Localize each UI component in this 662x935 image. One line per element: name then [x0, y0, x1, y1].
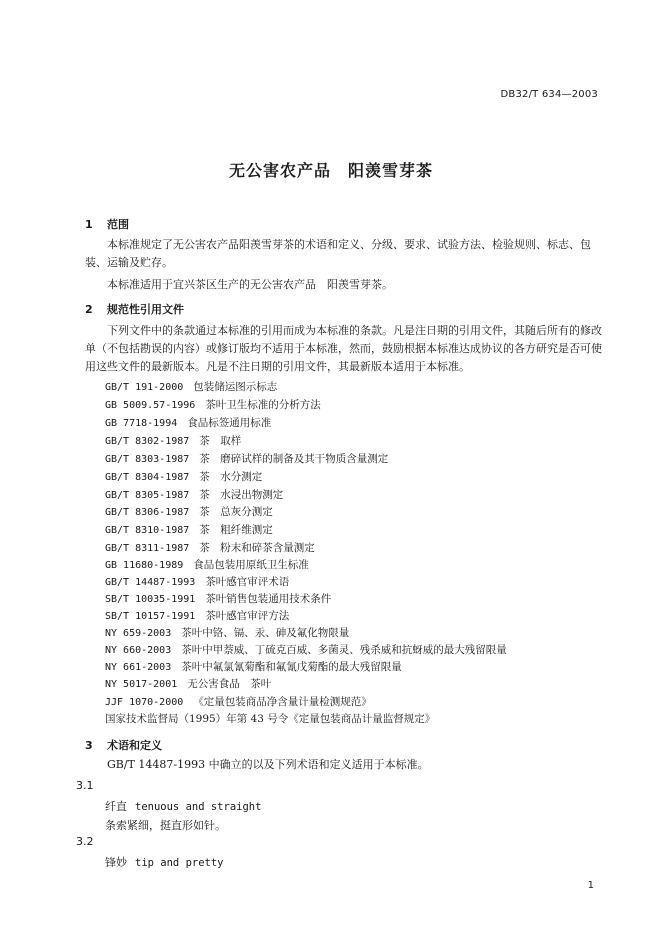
section-number: 1: [85, 218, 93, 231]
section-3-heading: [85, 737, 162, 753]
term-number: 3.1: [76, 779, 94, 792]
term-definition: 条索紧细，挺直形如针。: [105, 819, 226, 832]
reference-item: NY 660-2003 茶叶中甲萘威、丁硫克百威、多菌灵、残杀威和抗蚜威的最大残留限量: [105, 644, 507, 656]
reference-item: GB/T 8303-1987 茶 磨碎试样的制备及其干物质含量测定: [105, 453, 389, 465]
terms-intro: GB/T 14487-1993 中确立的以及下列术语和定义适用于本标准。: [107, 758, 429, 771]
page-number: 1: [587, 880, 594, 891]
standard-number: DB32/T 634—2003: [500, 89, 598, 100]
reference-item: GB/T 8306-1987 茶 总灰分测定: [105, 506, 273, 518]
section-number: 2: [85, 303, 93, 316]
reference-item: NY 661-2003 茶叶中氟氯氰菊酯和氟氰戊菊酯的最大残留限量: [105, 661, 402, 673]
reference-item: GB 11680-1989 食品包装用原纸卫生标准: [105, 559, 309, 571]
section-1-heading: [85, 216, 129, 232]
term-zh: 锋妙: [105, 856, 127, 869]
section-title: 范围: [107, 218, 129, 231]
scope-paragraph-1: 本标准规定了无公害农产品阳羡雪芽茶的术语和定义、分级、要求、试验方法、检验规则、标志、包装、运输及贮存。: [85, 238, 591, 269]
reference-item: GB/T 8310-1987 茶 粗纤维测定: [105, 524, 273, 536]
reference-item: NY 659-2003 茶叶中铬、镉、汞、砷及氟化物限量: [105, 627, 350, 639]
section-number: 3: [85, 739, 93, 752]
term-entry: [105, 798, 261, 814]
reference-item: GB 7718-1994 食品标签通用标准: [105, 417, 272, 429]
scope-paragraph-2: 本标准适用于宜兴茶区生产的无公害农产品 阳羡雪芽茶。: [107, 278, 393, 291]
document-title: 无公害农产品 阳羡雪芽茶: [228, 161, 433, 180]
reference-item: SB/T 10035-1991 茶叶销售包装通用技术条件: [105, 593, 332, 605]
reference-item: GB/T 8304-1987 茶 水分测定: [105, 471, 263, 483]
reference-item: GB 5009.57-1996 茶叶卫生标准的分析方法: [105, 399, 321, 411]
term-number: 3.2: [76, 835, 94, 848]
term-en: tip and pretty: [135, 857, 224, 869]
section-title: 术语和定义: [107, 739, 162, 752]
reference-item: GB/T 8302-1987 茶 取样: [105, 435, 242, 447]
reference-item: GB/T 191-2000 包装储运图示标志: [105, 381, 278, 393]
reference-item: JJF 1070-2000 《定量包装商品净含量计量检测规范》: [105, 696, 372, 708]
section-title: 规范性引用文件: [107, 303, 184, 316]
references-intro: 下列文件中的条款通过本标准的引用而成为本标准的条款。凡是注日期的引用文件，其随后所有的修改单（不包括勘误的内容）或修订版均不适用于本标准，然而，鼓励根据本标准达成协议的各方研究是否可使用这些文件的最新版本。凡是不注日期的引用文件，其最新版本适用于本标准。: [85, 324, 602, 373]
reference-item: GB/T 8311-1987 茶 粉末和碎茶含量测定: [105, 542, 315, 554]
term-zh: 纤直: [105, 800, 127, 813]
reference-item: 国家技术监督局（1995）年第 43 号令《定量包装商品计量监督规定》: [105, 713, 436, 725]
term-entry: [105, 854, 224, 870]
section-2-heading: [85, 301, 184, 317]
reference-item: NY 5017-2001 无公害食品 茶叶: [105, 678, 272, 690]
reference-item: GB/T 8305-1987 茶 水浸出物测定: [105, 489, 284, 501]
reference-item: GB/T 14487-1993 茶叶感官审评术语: [105, 576, 290, 588]
reference-item: SB/T 10157-1991 茶叶感官审评方法: [105, 610, 290, 622]
term-en: tenuous and straight: [135, 801, 262, 813]
